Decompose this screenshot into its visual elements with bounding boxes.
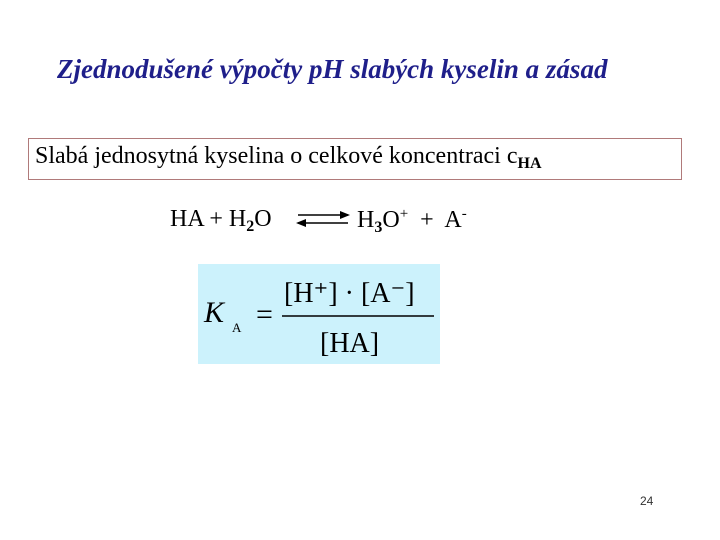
dissociation-constant-formula <box>198 264 440 364</box>
formula-numerator: [H⁺] · [A⁻] <box>284 278 415 309</box>
product-a-charge: - <box>461 206 467 222</box>
reactant-ha-h: HA + H <box>170 206 247 232</box>
product-charge: + <box>399 206 409 222</box>
formula-svg <box>198 264 440 364</box>
definition-main: Slabá jednosytná kyselina o celkové koncentraci c <box>35 143 518 169</box>
product-h: H <box>357 207 375 233</box>
formula-equals: = <box>256 298 273 331</box>
definition-text <box>35 143 542 173</box>
formula-k-subscript: A <box>232 320 242 335</box>
equation-reactants <box>170 206 272 236</box>
page-number: 24 <box>640 494 654 508</box>
slide-title: Zjednodušené výpočty pH slabých kyselin a zásad <box>57 54 608 84</box>
reactant-o: O <box>254 206 272 232</box>
reactant-subscript: 2 <box>246 218 255 235</box>
product-o: O <box>382 207 400 233</box>
formula-k: K <box>204 296 225 329</box>
product-subscript: 3 <box>374 219 383 236</box>
product-a: + A <box>408 207 462 233</box>
definition-box <box>28 138 682 180</box>
formula-denominator: [HA] <box>320 328 380 359</box>
equation-products <box>357 206 467 237</box>
definition-subscript: HA <box>517 155 542 172</box>
equilibrium-arrows-icon <box>292 207 354 231</box>
